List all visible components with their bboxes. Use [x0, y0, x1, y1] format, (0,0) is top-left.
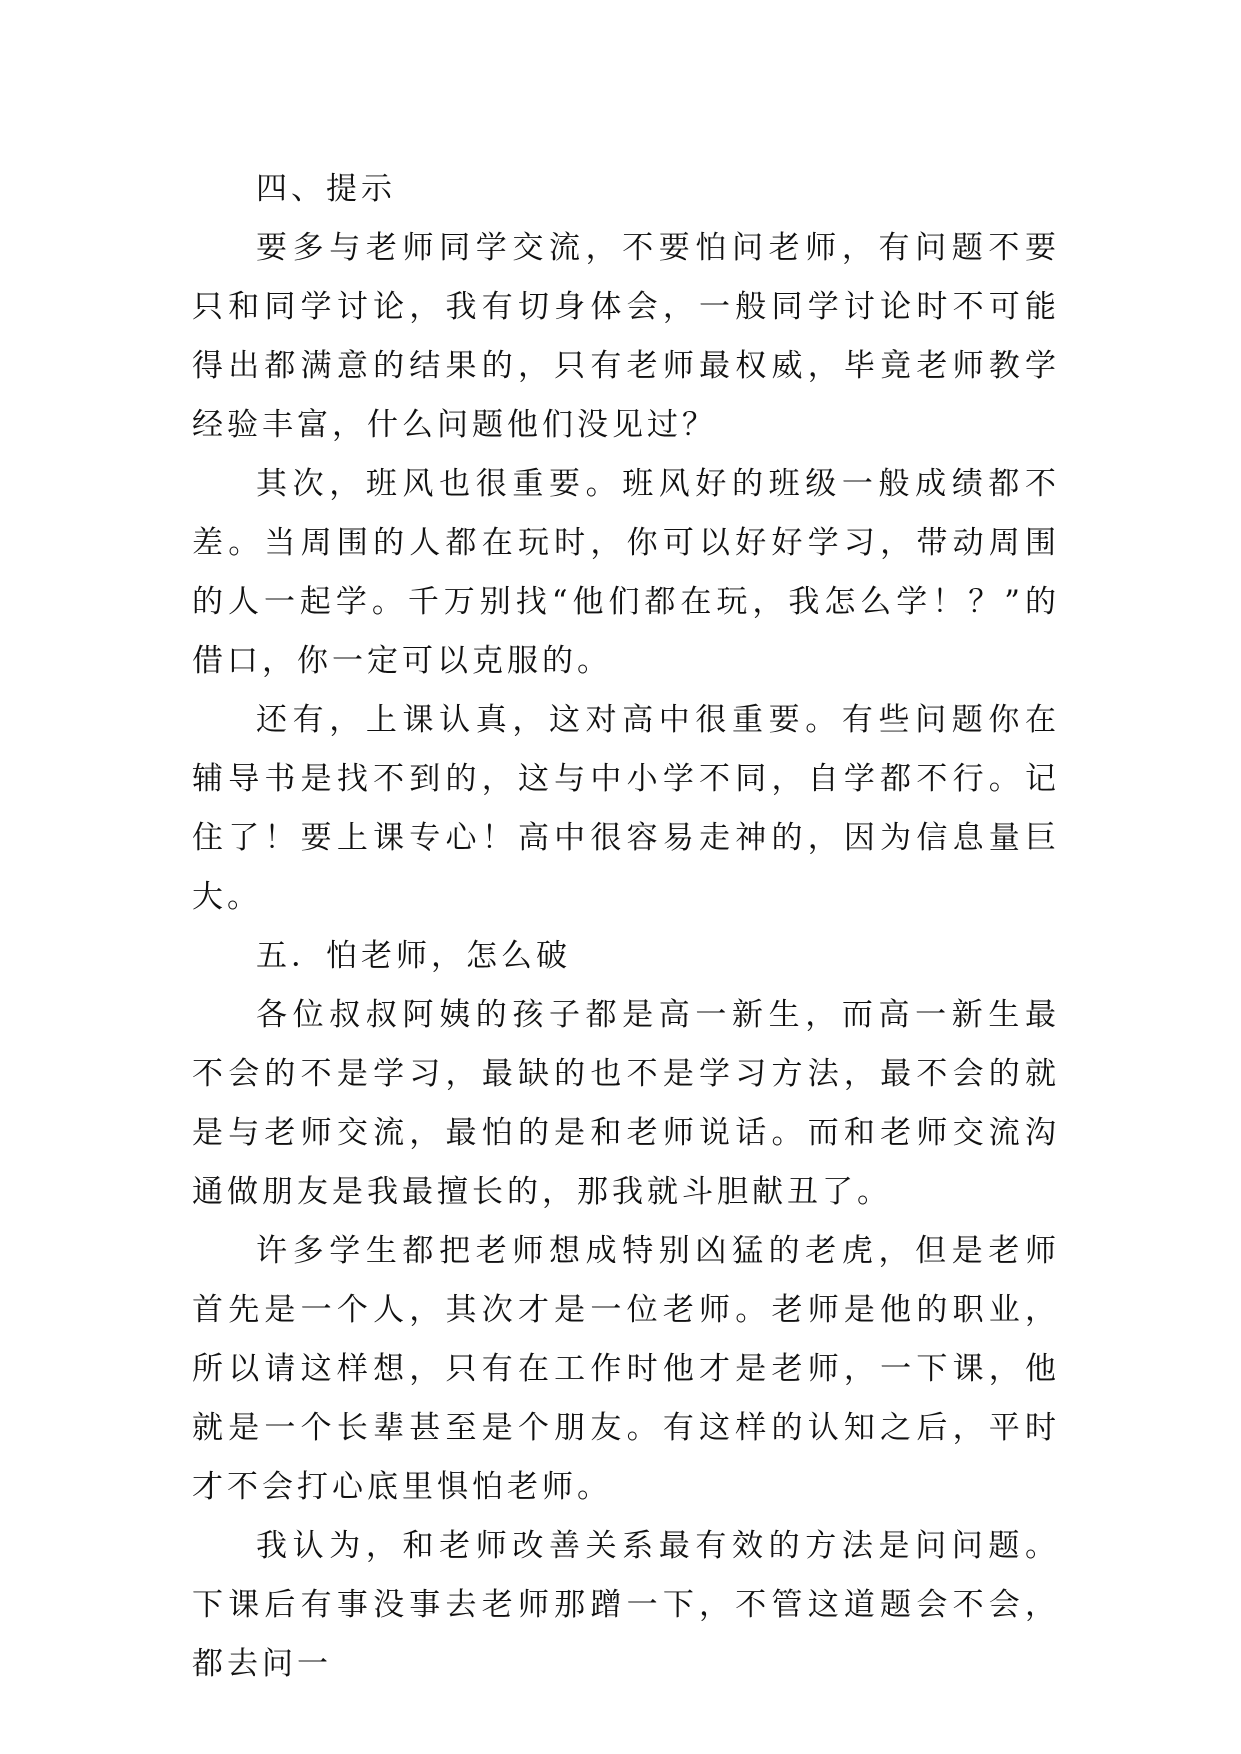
document-body	[192, 160, 1060, 1694]
paragraph: 还有，上课认真，这对高中很重要。有些问题你在辅导书是找不到的，这与中小学不同，自学都不行。记住了！要上课专心！高中很容易走神的，因为信息量巨大。	[192, 702, 1060, 915]
paragraph: 各位叔叔阿姨的孩子都是高一新生，而高一新生最不会的不是学习，最缺的也不是学习方法，最不会的就是与老师交流，最怕的是和老师说话。而和老师交流沟通做朋友是我最擅长的，那我就斗胆献丑了。	[192, 997, 1060, 1210]
section-heading-tips: 四、提示	[256, 171, 396, 207]
paragraph: 我认为，和老师改善关系最有效的方法是问问题。下课后有事没事去老师那蹭一下，不管这道题会不会，都去问一	[192, 1528, 1060, 1682]
paragraph: 其次，班风也很重要。班风好的班级一般成绩都不差。当周围的人都在玩时，你可以好好学习，带动周围的人一起学。千万别找“他们都在玩，我怎么学！？”的借口，你一定可以克服的。	[192, 466, 1060, 679]
paragraph: 要多与老师同学交流，不要怕问老师，有问题不要只和同学讨论，我有切身体会，一般同学讨论时不可能得出都满意的结果的，只有老师最权威，毕竟老师教学经验丰富，什么问题他们没见过？	[192, 230, 1060, 443]
paragraph: 许多学生都把老师想成特别凶猛的老虎，但是老师首先是一个人，其次才是一位老师。老师是他的职业，所以请这样想，只有在工作时他才是老师，一下课，他就是一个长辈甚至是个朋友。有这样的认知之后，平时才不会打心底里惧怕老师。	[192, 1233, 1060, 1505]
section-heading-fear-teacher: 五．怕老师，怎么破	[256, 938, 571, 974]
